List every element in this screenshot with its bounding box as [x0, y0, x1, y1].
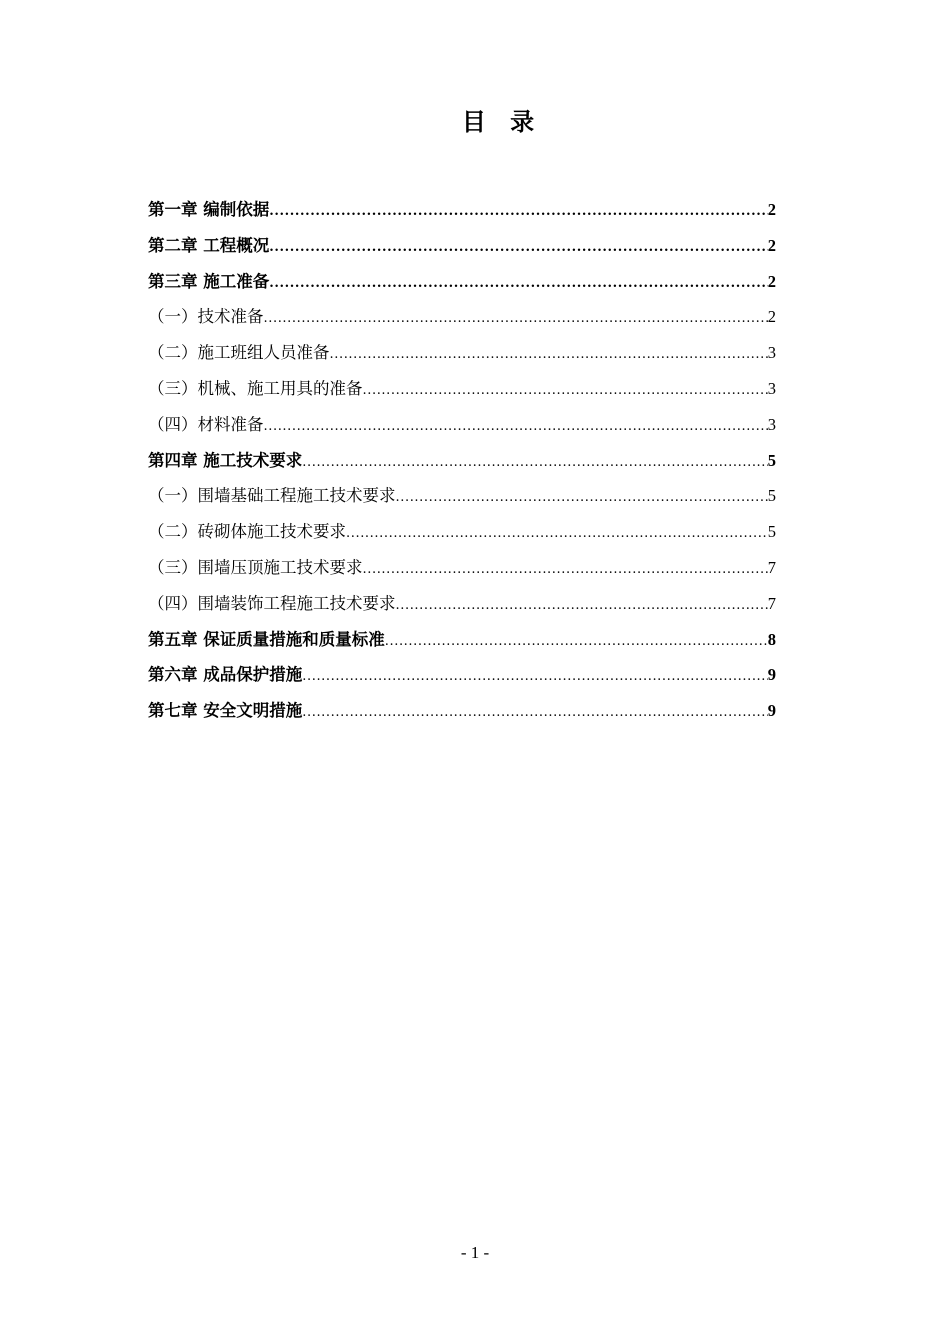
- toc-page-number: 2: [767, 271, 776, 291]
- toc-section-entry[interactable]: [148, 514, 776, 550]
- toc-entry-label: 第三章 施工准备: [148, 271, 270, 291]
- toc-entry-label: 第四章 施工技术要求: [148, 450, 303, 470]
- toc-entry-label: （四）材料准备: [148, 414, 264, 434]
- toc-page-number: 2: [767, 200, 776, 219]
- toc-page-number: 3: [767, 414, 776, 434]
- toc-entry-label: 第二章 工程概况: [148, 235, 270, 255]
- toc-dot-leader: [302, 695, 768, 731]
- toc-chapter-entry[interactable]: [148, 657, 776, 693]
- table-of-contents: [148, 192, 776, 729]
- toc-entry-label: 第六章 成品保护措施: [148, 665, 303, 685]
- toc-entry-label: 第七章 安全文明措施: [148, 701, 303, 721]
- toc-dot-leader: [269, 194, 768, 230]
- toc-section-entry[interactable]: [148, 407, 776, 443]
- toc-entry-label: （四）围墙装饰工程施工技术要求: [148, 593, 396, 613]
- toc-dot-leader: [269, 266, 768, 302]
- toc-entry-label: （二）砖砌体施工技术要求: [148, 522, 346, 542]
- toc-dot-leader: [363, 373, 768, 409]
- toc-dot-leader: [269, 230, 768, 266]
- toc-entry-label: （一）技术准备: [148, 307, 264, 327]
- toc-page-number: 5: [767, 450, 776, 470]
- toc-dot-leader: [346, 516, 768, 552]
- toc-page-number: 8: [767, 629, 776, 649]
- toc-chapter-entry[interactable]: [148, 192, 776, 228]
- toc-page-number: 5: [767, 486, 776, 506]
- page-number-footer: - 1 -: [460, 1243, 490, 1262]
- toc-chapter-entry[interactable]: [148, 264, 776, 300]
- toc-section-entry[interactable]: [148, 335, 776, 371]
- toc-dot-leader: [396, 588, 768, 624]
- toc-section-entry[interactable]: [148, 586, 776, 622]
- toc-dot-leader: [363, 552, 768, 588]
- toc-page-number: 7: [767, 557, 776, 577]
- toc-dot-leader: [264, 409, 768, 445]
- toc-page-number: 5: [767, 522, 776, 542]
- toc-section-entry[interactable]: [148, 299, 776, 335]
- toc-page-number: 3: [767, 378, 776, 398]
- toc-chapter-entry[interactable]: [148, 622, 776, 658]
- toc-page-number: 2: [767, 307, 776, 327]
- toc-dot-leader: [302, 659, 768, 695]
- toc-page-number: 9: [767, 665, 776, 685]
- toc-chapter-entry[interactable]: [148, 443, 776, 479]
- page-title: 目 录: [461, 108, 543, 136]
- toc-dot-leader: [385, 624, 768, 660]
- toc-chapter-entry[interactable]: [148, 228, 776, 264]
- toc-dot-leader: [330, 337, 768, 373]
- toc-dot-leader: [264, 301, 768, 337]
- toc-entry-label: （三）机械、施工用具的准备: [148, 378, 363, 398]
- toc-entry-label: 第一章 编制依据: [148, 200, 270, 219]
- toc-entry-label: 第五章 保证质量措施和质量标准: [148, 629, 385, 649]
- toc-entry-label: （二）施工班组人员准备: [148, 343, 330, 363]
- toc-section-entry[interactable]: [148, 478, 776, 514]
- toc-page-number: 9: [767, 701, 776, 721]
- toc-chapter-entry[interactable]: [148, 693, 776, 729]
- toc-entry-label: （一）围墙基础工程施工技术要求: [148, 486, 396, 506]
- toc-section-entry[interactable]: [148, 550, 776, 586]
- toc-page-number: 3: [767, 343, 776, 363]
- toc-dot-leader: [302, 445, 768, 481]
- toc-section-entry[interactable]: [148, 371, 776, 407]
- toc-dot-leader: [396, 480, 768, 516]
- toc-page-number: 2: [767, 235, 776, 255]
- toc-page-number: 7: [767, 593, 776, 613]
- toc-entry-label: （三）围墙压顶施工技术要求: [148, 557, 363, 577]
